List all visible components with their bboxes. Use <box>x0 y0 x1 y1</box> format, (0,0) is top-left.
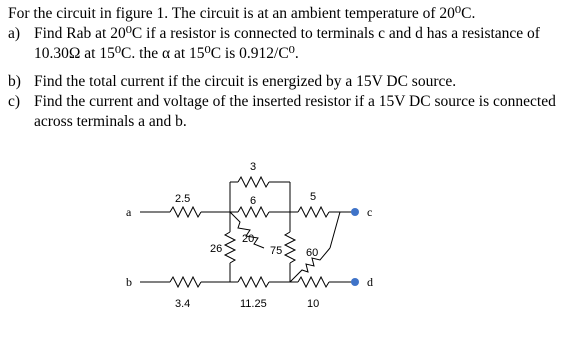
label-resistor-26: 26 <box>210 243 223 255</box>
circuit-diagram <box>120 160 460 340</box>
resistor-75 <box>285 232 295 263</box>
question-c <box>8 92 583 112</box>
label-resistor-10: 10 <box>307 298 320 310</box>
label-resistor-75: 75 <box>270 245 283 257</box>
circuit-figure <box>120 160 460 345</box>
problem-intro: For the circuit in figure 1. The circuit is at an ambient temperature of 20⁰C. <box>8 5 476 22</box>
terminal-d-label: d <box>367 275 373 289</box>
resistor-3-4 <box>170 277 201 287</box>
label-resistor-11-25: 11.25 <box>240 298 267 310</box>
terminal-c-label: c <box>367 205 373 219</box>
label-resistor-3: 3 <box>250 161 257 173</box>
question-b <box>8 72 583 92</box>
resistor-10 <box>298 277 329 287</box>
question-b-marker: b) <box>8 73 21 90</box>
question-c-text: Find the current and voltage of the inserted resistor if a 15V DC source is connected <box>34 93 556 110</box>
label-resistor-5: 5 <box>310 191 317 203</box>
resistor-5-top <box>298 207 329 217</box>
question-a-text: Find Rab at 20⁰C if a resistor is connected to terminals c and d has a resistance of <box>34 25 540 42</box>
question-a-text-cont: 10.30Ω at 15⁰C. the α at 15⁰C is 0.912/C⁰. <box>34 45 299 62</box>
terminal-d-dot <box>351 278 359 286</box>
label-resistor-6: 6 <box>250 195 257 207</box>
question-c-text-cont: across terminals a and b. <box>34 113 187 130</box>
problem-statement <box>8 4 583 132</box>
resistor-26 <box>225 232 235 263</box>
label-resistor-20: 20 <box>242 233 255 245</box>
label-resistor-60: 60 <box>306 247 319 259</box>
terminal-a-label: a <box>126 205 132 219</box>
question-b-text: Find the total current if the circuit is energized by a 15V DC source. <box>34 73 457 90</box>
terminal-b-label: b <box>126 275 132 289</box>
question-a-marker: a) <box>8 25 21 42</box>
resistor-6 <box>238 207 269 217</box>
resistor-2-5 <box>170 207 201 217</box>
resistor-3 <box>238 177 269 187</box>
resistor-11-25 <box>238 277 269 287</box>
question-c-marker: c) <box>8 93 21 110</box>
terminal-c-dot <box>351 208 359 216</box>
question-a <box>8 24 583 44</box>
label-resistor-3-4: 3.4 <box>175 298 191 310</box>
label-resistor-2-5: 2.5 <box>175 193 191 205</box>
